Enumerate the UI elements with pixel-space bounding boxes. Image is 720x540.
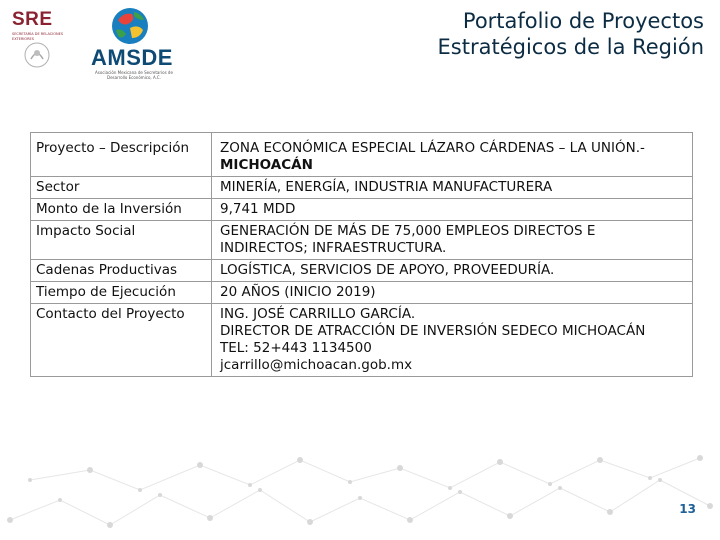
table-row <box>31 199 693 221</box>
row-label: Contacto del Proyecto <box>31 304 212 377</box>
row-value-text: ZONA ECONÓMICA ESPECIAL LÁZARO CÁRDENAS – LA UNIÓN.- <box>220 140 645 156</box>
table-row <box>31 133 693 177</box>
table-row <box>31 221 693 260</box>
row-value <box>212 133 693 177</box>
contact-name: ING. JOSÉ CARRILLO GARCÍA. <box>220 306 416 322</box>
page-title-line-1: Portafolio de Proyectos <box>462 9 704 33</box>
page-title-line-2: Estratégicos de la Región <box>437 35 704 59</box>
amsde-logo-word: AMSDE <box>91 45 173 70</box>
amsde-logo-subtitle: Asociación Mexicana de Secretarios de Desarrollo Económico, A.C. <box>95 70 173 80</box>
row-value: GENERACIÓN DE MÁS DE 75,000 EMPLEOS DIRECTOS E INDIRECTOS; INFRAESTRUCTURA. <box>212 221 693 260</box>
sre-logo-word: SRE <box>12 9 53 30</box>
row-label: Monto de la Inversión <box>31 199 212 221</box>
contact-email[interactable]: jcarrillo@michoacan.gob.mx <box>220 357 413 373</box>
row-value <box>212 304 693 377</box>
row-label: Proyecto – Descripción <box>31 133 212 177</box>
project-info-table <box>30 132 693 377</box>
sre-logo-subtitle: SECRETARÍA DE RELACIONES EXTERIORES <box>12 32 64 41</box>
row-label: Impacto Social <box>31 221 212 260</box>
background-dots-decoration <box>0 440 720 540</box>
row-value: MINERÍA, ENERGÍA, INDUSTRIA MANUFACTURERA <box>212 177 693 199</box>
row-value: 9,741 MDD <box>212 199 693 221</box>
page-number: 13 <box>679 502 696 516</box>
row-value-bold: MICHOACÁN <box>220 157 313 173</box>
table-row <box>31 177 693 199</box>
contact-title: DIRECTOR DE ATRACCIÓN DE INVERSIÓN SEDECO MICHOACÁN <box>220 323 646 339</box>
row-value: 20 AÑOS (INICIO 2019) <box>212 282 693 304</box>
row-label: Tiempo de Ejecución <box>31 282 212 304</box>
mexico-seal-icon <box>22 40 52 70</box>
amsde-logo <box>84 6 180 78</box>
row-value: LOGÍSTICA, SERVICIOS DE APOYO, PROVEEDURÍA. <box>212 260 693 282</box>
table-row <box>31 304 693 377</box>
page-title <box>438 8 704 60</box>
globe-icon <box>110 6 150 46</box>
row-label: Sector <box>31 177 212 199</box>
table-row <box>31 282 693 304</box>
row-label: Cadenas Productivas <box>31 260 212 282</box>
contact-phone: TEL: 52+443 1134500 <box>220 340 372 356</box>
table-row <box>31 260 693 282</box>
